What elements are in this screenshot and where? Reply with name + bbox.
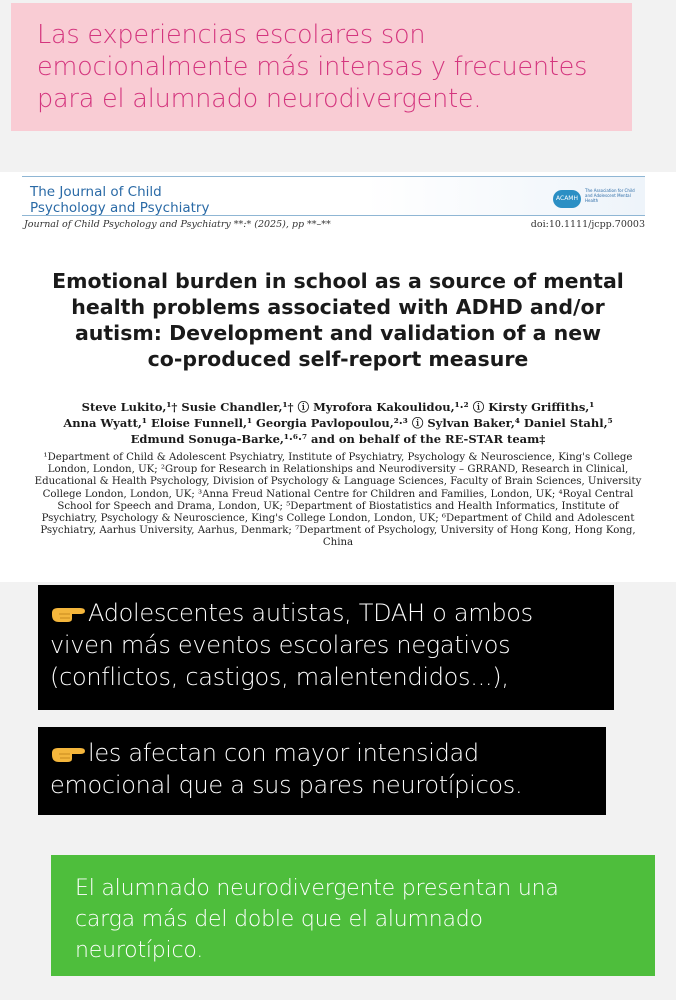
green-line-1: El alumnado neurodivergente presentan una [75,876,559,901]
title-line-2: health problems associated with ADHD and/or [71,295,605,319]
box1-line-1-text: Adolescentes autistas, TDAH o ambos [88,599,533,627]
black-caption-box-1 [38,585,614,710]
affiliations [26,452,650,550]
pointing-hand-icon [50,601,88,623]
box1-line-3: (conflictos, castigos, malentendidos...), [50,663,509,691]
acamh-logo-caption: The Association for Child and Adolescent Mental Health [585,188,635,203]
journal-reference: Journal of Child Psychology and Psychiatry **:* (2025), pp **–** [24,219,331,230]
box1-line-2: viven más eventos escolares negativos [50,631,511,659]
title-line-4: co-produced self-report measure [147,347,529,371]
title-line-3: autism: Development and validation of a new [74,321,602,345]
journal-name-line-1: The Journal of Child [30,184,162,200]
pink-line-1: Las experiencias escolares son [37,20,426,50]
journal-name [30,184,209,216]
acamh-logo: ACAMH [553,190,581,208]
affiliation-line: ¹Department of Child & Adolescent Psychiatry, Institute of Psychiatry, Psychology & Neuroscience, King's College [43,452,633,463]
pink-line-3: para el alumnado neurodivergente. [37,84,482,114]
paper-title [30,268,646,372]
doi: doi:10.1111/jcpp.70003 [530,219,645,230]
affiliation-line: China [322,537,354,549]
affiliation-line: School for Speech and Drama, London, UK; ⁵Department of Biostatistics and Health Informatics, Institute of [57,500,619,512]
title-line-1: Emotional burden in school as a source of mental [52,269,624,293]
pointing-hand-icon [50,741,88,763]
paper-header-image [0,172,676,582]
affiliation-line: London, London, UK; ²Group for Research in Relationships and Neurodiversity – GRRAND, Research in Clinical, [47,464,629,476]
box2-line-1-text: les afectan con mayor intensidad [88,739,479,767]
green-line-3: neurotípico. [75,938,204,963]
affiliation-line: College London, London, UK; ³Anna Freud National Centre for Children and Families, London, UK; ⁴Royal Central [42,488,634,500]
authors-line-3: Edmund Sonuga-Barke,¹·⁶·⁷ and on behalf of the RE-STAR team‡ [130,432,546,446]
author-list [30,399,646,447]
authors-line-2: Anna Wyatt,¹ Eloise Funnell,¹ Georgia Pavlopoulou,²·³ ⓘ Sylvan Baker,⁴ Daniel Stahl,⁵ [63,416,613,430]
green-line-2: carga más del doble que el alumnado [75,907,483,932]
pink-highlight-box [11,3,632,131]
journal-banner [22,176,645,216]
box1-line-1 [50,597,614,629]
journal-name-line-2: Psychology and Psychiatry [30,200,210,216]
authors-line-1: Steve Lukito,¹† Susie Chandler,¹† ⓘ Myrofora Kakoulidou,¹·² ⓘ Kirsty Griffiths,¹ [81,400,595,414]
green-conclusion-box [51,855,655,976]
affiliation-line: Psychiatry, Aarhus University, Aarhus, Denmark; ⁷Department of Psychology, University of Hong Kong, Hong Kong, [40,525,636,537]
box2-line-1 [50,737,606,769]
affiliation-line: Educational & Health Psychology, Division of Psychology & Language Sciences, Faculty of Brain Sciences, University [34,476,642,488]
black-caption-box-2 [38,727,606,815]
pink-line-2: emocionalmente más intensas y frecuentes [37,52,588,82]
affiliation-line: Psychiatry, Psychology & Neuroscience, King's College London, London, UK; ⁶Department of Child and Adolescent [41,513,635,525]
box2-line-2: emocional que a sus pares neurotípicos. [50,771,523,799]
